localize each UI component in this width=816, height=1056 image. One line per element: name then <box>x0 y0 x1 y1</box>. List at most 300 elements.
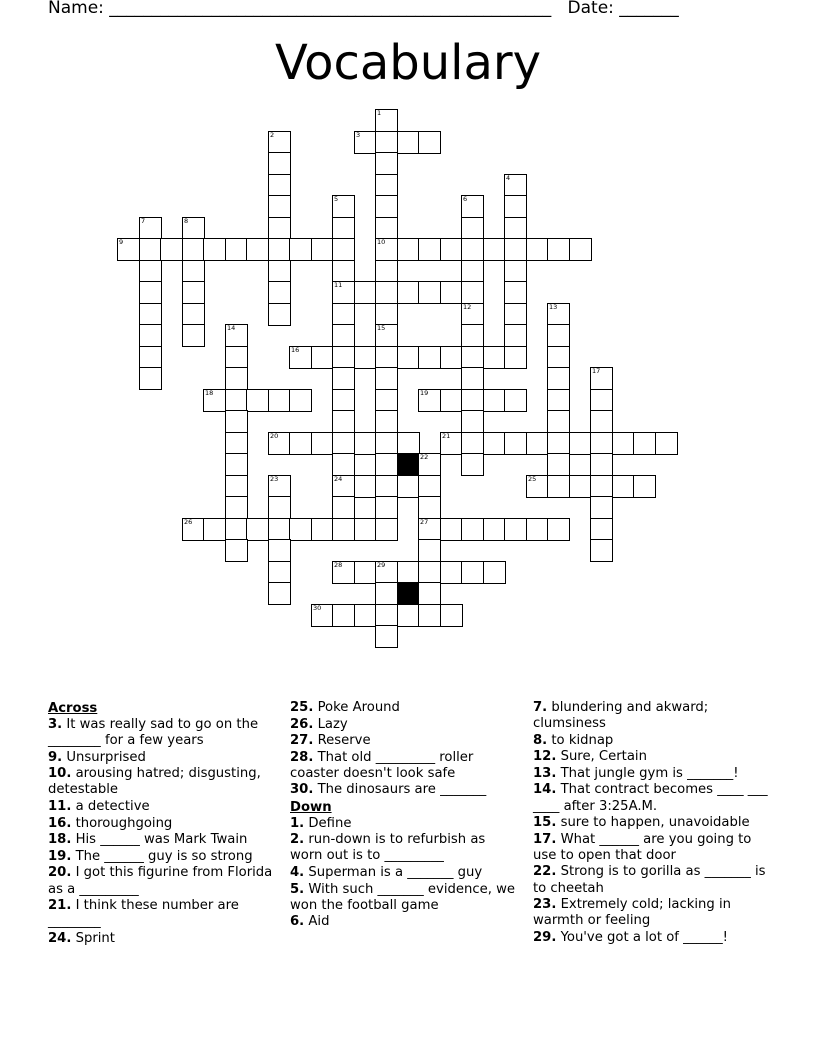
clue-number: 6. <box>290 914 305 930</box>
crossword-cell[interactable] <box>504 281 527 304</box>
clue-text: His ______ was Mark Twain <box>75 832 248 848</box>
crossword-cell[interactable] <box>483 432 506 455</box>
clue-number: 12. <box>533 749 557 765</box>
clue-item <box>533 766 769 782</box>
clue-item <box>48 750 276 766</box>
clue-number: 3. <box>48 717 63 733</box>
crossword-cell[interactable] <box>547 238 570 261</box>
crossword-cell[interactable] <box>397 346 420 369</box>
clue-number: 9 <box>119 238 124 246</box>
crossword-cell[interactable] <box>612 475 635 498</box>
clue-number: 23. <box>533 897 557 913</box>
crossword-cell[interactable] <box>418 539 441 562</box>
crossword-cell[interactable] <box>418 518 441 541</box>
crossword-cell[interactable] <box>504 432 527 455</box>
clue-number: 1. <box>290 815 305 831</box>
crossword-cell[interactable] <box>483 561 506 584</box>
crossword-cell[interactable] <box>440 561 463 584</box>
crossword-cell[interactable] <box>504 389 527 412</box>
crossword-cell[interactable] <box>547 324 570 347</box>
clue-number: 25. <box>290 700 314 715</box>
crossword-cell[interactable] <box>375 496 398 519</box>
crossword-cell[interactable] <box>440 518 463 541</box>
clue-text: to kidnap <box>551 732 614 748</box>
clue-item <box>533 700 769 732</box>
crossword-cell[interactable] <box>139 217 162 240</box>
crossword-cell[interactable] <box>332 195 355 218</box>
crossword-cell[interactable] <box>504 518 527 541</box>
crossword-cell[interactable] <box>225 453 248 476</box>
crossword-cell[interactable] <box>225 432 248 455</box>
crossword-cell[interactable] <box>461 324 484 347</box>
clue-item <box>48 717 276 749</box>
crossword-cell[interactable] <box>375 324 398 347</box>
clue-item <box>290 750 518 782</box>
crossword-cell[interactable] <box>311 604 334 627</box>
clue-number: 9. <box>48 749 63 765</box>
crossword-cell[interactable] <box>182 238 205 261</box>
crossword-cell[interactable] <box>182 217 205 240</box>
crossword-cell[interactable] <box>440 604 463 627</box>
crossword-cell[interactable] <box>418 131 441 154</box>
clue-text: run-down is to refurbish as worn out is to _________ <box>290 832 486 864</box>
across-heading: Across <box>48 701 98 716</box>
crossword-cell[interactable] <box>375 367 398 390</box>
crossword-cell[interactable] <box>246 238 269 261</box>
crossword-cell[interactable] <box>182 281 205 304</box>
crossword-cell[interactable] <box>268 518 291 541</box>
crossword-cell[interactable] <box>504 238 527 261</box>
crossword-cell[interactable] <box>418 604 441 627</box>
clue-number: 10 <box>377 238 386 246</box>
down-heading: Down <box>290 799 332 815</box>
crossword-cell[interactable] <box>397 475 420 498</box>
crossword-cell[interactable] <box>225 324 248 347</box>
crossword-cell[interactable] <box>225 539 248 562</box>
crossword-cell[interactable] <box>332 217 355 240</box>
crossword-cell[interactable] <box>289 389 312 412</box>
crossword-cell[interactable] <box>461 432 484 455</box>
crossword-cell[interactable] <box>440 389 463 412</box>
clue-item <box>48 766 276 798</box>
crossword-cell[interactable] <box>461 367 484 390</box>
clue-number: 17. <box>533 831 557 847</box>
crossword-cell[interactable] <box>440 346 463 369</box>
crossword-cell[interactable] <box>483 346 506 369</box>
clue-item <box>290 700 518 716</box>
clue-number: 27 <box>420 518 429 526</box>
crossword-cell[interactable] <box>397 281 420 304</box>
crossword-cell[interactable] <box>375 475 398 498</box>
crossword-cell[interactable] <box>311 346 334 369</box>
clue-text: The dinosaurs are _______ <box>317 782 487 798</box>
crossword-cell[interactable] <box>332 260 355 283</box>
clue-text: Sprint <box>75 930 115 946</box>
crossword-cell[interactable] <box>268 389 291 412</box>
clue-text: Lazy <box>317 716 348 732</box>
crossword-cell[interactable] <box>547 475 570 498</box>
crossword-cell[interactable] <box>289 346 312 369</box>
crossword-cell[interactable] <box>655 432 678 455</box>
crossword-cell[interactable] <box>268 238 291 261</box>
crossword-cell[interactable] <box>590 367 613 390</box>
crossword-cell[interactable] <box>418 281 441 304</box>
crossword-cell[interactable] <box>268 260 291 283</box>
crossword-cell[interactable] <box>375 281 398 304</box>
clue-number: 21 <box>442 432 451 440</box>
crossword-cell[interactable] <box>332 561 355 584</box>
clue-number: 30. <box>290 782 314 798</box>
crossword-cell[interactable] <box>332 303 355 326</box>
clue-number: 13. <box>533 765 557 781</box>
crossword-cell[interactable] <box>397 604 420 627</box>
crossword-cell[interactable] <box>418 496 441 519</box>
crossword-cell[interactable] <box>504 195 527 218</box>
crossword-cell[interactable] <box>354 604 377 627</box>
clue-number: 1 <box>377 109 382 117</box>
clue-text: That old _________ roller coaster doesn't look safe <box>290 749 474 781</box>
crossword-cell[interactable] <box>440 238 463 261</box>
clue-text: Aid <box>308 914 330 930</box>
clue-number: 29. <box>533 929 557 945</box>
clue-text: I think these number are ________ <box>48 898 239 930</box>
crossword-cell[interactable] <box>139 303 162 326</box>
crossword-cell[interactable] <box>612 432 635 455</box>
crossword-cell[interactable] <box>311 518 334 541</box>
crossword-cell[interactable] <box>483 238 506 261</box>
crossword-cell[interactable] <box>461 303 484 326</box>
crossword-cell[interactable] <box>590 432 613 455</box>
crossword-cell[interactable] <box>246 518 269 541</box>
crossword-cell[interactable] <box>332 281 355 304</box>
crossword-cell[interactable] <box>375 174 398 197</box>
clue-number: 26. <box>290 716 314 732</box>
crossword-cell[interactable] <box>375 346 398 369</box>
crossword-cell[interactable] <box>590 389 613 412</box>
crossword-cell[interactable] <box>289 432 312 455</box>
crossword-cell[interactable] <box>375 217 398 240</box>
crossword-cell[interactable] <box>461 281 484 304</box>
crossword-cell[interactable] <box>160 238 183 261</box>
crossword-cell[interactable] <box>354 346 377 369</box>
clue-item <box>290 733 518 749</box>
crossword-cell[interactable] <box>504 174 527 197</box>
name-label: Name: <box>48 0 104 18</box>
clue-text: Poke Around <box>317 700 400 715</box>
clue-number: 22 <box>420 453 429 461</box>
clue-text: Define <box>308 815 352 831</box>
crossword-cell[interactable] <box>203 238 226 261</box>
clue-text: Reserve <box>317 733 371 749</box>
page-title: Vocabulary <box>274 35 542 91</box>
crossword-cell[interactable] <box>375 195 398 218</box>
crossword-cell[interactable] <box>504 324 527 347</box>
clue-number: 4. <box>290 864 305 880</box>
crossword-cell[interactable] <box>332 238 355 261</box>
crossword-cell[interactable] <box>182 303 205 326</box>
clue-number: 30 <box>313 604 322 612</box>
crossword-cell[interactable] <box>332 389 355 412</box>
crossword-cell[interactable] <box>375 561 398 584</box>
crossword-cell[interactable] <box>332 496 355 519</box>
clue-item <box>290 816 518 832</box>
crossword-cell[interactable] <box>332 453 355 476</box>
clue-item <box>533 749 769 765</box>
clue-item <box>290 832 518 864</box>
crossword-cell[interactable] <box>375 389 398 412</box>
crossword-cell[interactable] <box>225 518 248 541</box>
crossword-cell[interactable] <box>590 518 613 541</box>
crossword-cell[interactable] <box>354 561 377 584</box>
crossword-cell[interactable] <box>590 410 613 433</box>
crossword-cell[interactable] <box>590 475 613 498</box>
crossword-cell[interactable] <box>461 238 484 261</box>
crossword-cell[interactable] <box>268 131 291 154</box>
crossword-cell[interactable] <box>590 453 613 476</box>
crossword-cell[interactable] <box>526 475 549 498</box>
date-field[interactable]: _______ <box>619 0 679 18</box>
crossword-cell[interactable] <box>268 582 291 605</box>
clue-number: 25 <box>528 475 537 483</box>
crossword-cell[interactable] <box>547 367 570 390</box>
crossword-cell[interactable] <box>461 410 484 433</box>
crossword-cell[interactable] <box>526 432 549 455</box>
crossword-cell[interactable] <box>268 281 291 304</box>
clue-item <box>533 815 769 831</box>
crossword-cell[interactable] <box>547 346 570 369</box>
clue-number: 4 <box>506 174 511 182</box>
crossword-cell[interactable] <box>311 238 334 261</box>
crossword-cell[interactable] <box>332 518 355 541</box>
clue-number: 11 <box>334 281 343 289</box>
crossword-cell[interactable] <box>547 303 570 326</box>
clue-item <box>290 865 518 881</box>
clue-text: Strong is to gorilla as _______ is to cheetah <box>533 864 766 896</box>
clue-number: 16. <box>48 815 72 831</box>
clue-item <box>533 930 769 946</box>
black-square <box>397 582 420 605</box>
crossword-cell[interactable] <box>547 410 570 433</box>
clue-number: 16 <box>291 346 300 354</box>
crossword-cell[interactable] <box>225 475 248 498</box>
crossword-cell[interactable] <box>375 152 398 175</box>
crossword-cell[interactable] <box>246 389 269 412</box>
crossword-cell[interactable] <box>268 539 291 562</box>
crossword-cell[interactable] <box>504 217 527 240</box>
clue-number: 14. <box>533 782 557 798</box>
crossword-cell[interactable] <box>268 303 291 326</box>
clue-column-2 <box>290 700 518 931</box>
crossword-cell[interactable] <box>590 496 613 519</box>
crossword-cell[interactable] <box>483 389 506 412</box>
crossword-cell[interactable] <box>375 625 398 648</box>
crossword-cell[interactable] <box>461 453 484 476</box>
crossword-cell[interactable] <box>547 389 570 412</box>
clue-number: 17 <box>592 367 601 375</box>
clue-number: 6 <box>463 195 468 203</box>
crossword-cell[interactable] <box>332 367 355 390</box>
clue-number: 8. <box>533 732 548 748</box>
crossword-cell[interactable] <box>569 475 592 498</box>
crossword-cell[interactable] <box>547 453 570 476</box>
crossword-cell[interactable] <box>418 561 441 584</box>
crossword-cell[interactable] <box>203 518 226 541</box>
clue-number: 24. <box>48 930 72 946</box>
crossword-cell[interactable] <box>268 496 291 519</box>
crossword-cell[interactable] <box>375 131 398 154</box>
clue-number: 20. <box>48 865 72 881</box>
crossword-cell[interactable] <box>375 410 398 433</box>
crossword-cell[interactable] <box>354 518 377 541</box>
crossword-cell[interactable] <box>375 582 398 605</box>
clue-text: Extremely cold; lacking in warmth or feeling <box>533 897 731 929</box>
clue-text: Sure, Certain <box>560 749 647 765</box>
crossword-cell[interactable] <box>311 432 334 455</box>
crossword-cell[interactable] <box>418 389 441 412</box>
crossword-cell[interactable] <box>547 518 570 541</box>
clue-number: 23 <box>270 475 279 483</box>
clue-column-1 <box>48 700 276 947</box>
crossword-cell[interactable] <box>268 152 291 175</box>
crossword-cell[interactable] <box>203 389 226 412</box>
crossword-cell[interactable] <box>268 174 291 197</box>
crossword-cell[interactable] <box>139 346 162 369</box>
crossword-cell[interactable] <box>375 453 398 476</box>
crossword-cell[interactable] <box>418 475 441 498</box>
clue-number: 20 <box>270 432 279 440</box>
crossword-cell[interactable] <box>569 238 592 261</box>
clue-text: sure to happen, unavoidable <box>560 815 750 831</box>
crossword-cell[interactable] <box>182 260 205 283</box>
clue-number: 14 <box>227 324 236 332</box>
clue-item <box>48 898 276 930</box>
crossword-cell[interactable] <box>504 346 527 369</box>
crossword-cell[interactable] <box>375 604 398 627</box>
clue-item <box>290 914 518 930</box>
crossword-cell[interactable] <box>139 324 162 347</box>
crossword-cell[interactable] <box>375 303 398 326</box>
clue-number: 18. <box>48 832 72 848</box>
crossword-cell[interactable] <box>117 238 140 261</box>
clue-number: 13 <box>549 303 558 311</box>
crossword-cell[interactable] <box>461 561 484 584</box>
crossword-cell[interactable] <box>268 432 291 455</box>
crossword-cell[interactable] <box>268 561 291 584</box>
crossword-cell[interactable] <box>225 410 248 433</box>
crossword-cell[interactable] <box>461 195 484 218</box>
crossword-cell[interactable] <box>418 582 441 605</box>
clue-number: 2 <box>270 131 275 139</box>
crossword-cell[interactable] <box>375 432 398 455</box>
crossword-cell[interactable] <box>633 475 656 498</box>
crossword-cell[interactable] <box>332 475 355 498</box>
clue-number: 28. <box>290 749 314 765</box>
crossword-cell[interactable] <box>633 432 656 455</box>
crossword-cell[interactable] <box>418 238 441 261</box>
crossword-cell[interactable] <box>526 238 549 261</box>
crossword-cell[interactable] <box>332 604 355 627</box>
clue-number: 15 <box>377 324 386 332</box>
crossword-cell[interactable] <box>461 217 484 240</box>
crossword-cell[interactable] <box>354 432 377 455</box>
crossword-cell[interactable] <box>461 260 484 283</box>
crossword-cell[interactable] <box>139 367 162 390</box>
crossword-cell[interactable] <box>354 281 377 304</box>
crossword-cell[interactable] <box>375 109 398 132</box>
clue-text: What ______ are you going to use to open that door <box>533 831 752 863</box>
crossword-cell[interactable] <box>182 324 205 347</box>
crossword-cell[interactable] <box>268 217 291 240</box>
crossword-cell[interactable] <box>418 453 441 476</box>
crossword-cell[interactable] <box>547 432 570 455</box>
name-field[interactable]: ____________________________________________________ <box>109 0 552 18</box>
crossword-cell[interactable] <box>332 432 355 455</box>
crossword-cell[interactable] <box>182 518 205 541</box>
crossword-cell[interactable] <box>139 260 162 283</box>
clue-number: 19. <box>48 848 72 864</box>
clue-item <box>533 733 769 749</box>
crossword-cell[interactable] <box>375 518 398 541</box>
crossword-cell[interactable] <box>225 367 248 390</box>
crossword-cell[interactable] <box>440 432 463 455</box>
crossword-cell[interactable] <box>225 346 248 369</box>
crossword-cell[interactable] <box>225 496 248 519</box>
clue-item <box>533 897 769 929</box>
crossword-cell[interactable] <box>569 432 592 455</box>
clue-item <box>290 882 518 914</box>
clue-item <box>533 832 769 864</box>
crossword-cell[interactable] <box>289 518 312 541</box>
crossword-cell[interactable] <box>332 346 355 369</box>
crossword-cell[interactable] <box>268 475 291 498</box>
crossword-cell[interactable] <box>397 561 420 584</box>
crossword-cell[interactable] <box>440 281 463 304</box>
crossword-cell[interactable] <box>418 346 441 369</box>
crossword-cell[interactable] <box>397 238 420 261</box>
crossword-cell[interactable] <box>397 131 420 154</box>
black-square <box>397 453 420 476</box>
crossword-cell[interactable] <box>397 432 420 455</box>
crossword-cell[interactable] <box>332 324 355 347</box>
crossword-cell[interactable] <box>526 518 549 541</box>
clue-item <box>48 799 276 815</box>
clue-text: The ______ guy is so strong <box>75 848 253 864</box>
crossword-cell[interactable] <box>139 238 162 261</box>
crossword-cell[interactable] <box>289 238 312 261</box>
crossword-cell[interactable] <box>590 539 613 562</box>
clue-number: 8 <box>184 217 189 225</box>
crossword-cell[interactable] <box>225 238 248 261</box>
crossword-cell[interactable] <box>461 346 484 369</box>
clue-number: 3 <box>356 131 361 139</box>
crossword-cell[interactable] <box>375 238 398 261</box>
crossword-cell[interactable] <box>354 475 377 498</box>
crossword-cell[interactable] <box>461 389 484 412</box>
crossword-cell[interactable] <box>354 131 377 154</box>
crossword-cell[interactable] <box>139 281 162 304</box>
crossword-cell[interactable] <box>504 260 527 283</box>
clue-number: 22. <box>533 864 557 880</box>
clue-number: 12 <box>463 303 472 311</box>
crossword-cell[interactable] <box>375 260 398 283</box>
crossword-cell[interactable] <box>332 410 355 433</box>
crossword-cell[interactable] <box>461 518 484 541</box>
crossword-cell[interactable] <box>504 303 527 326</box>
crossword-cell[interactable] <box>483 518 506 541</box>
crossword-cell[interactable] <box>225 389 248 412</box>
crossword-cell[interactable] <box>268 195 291 218</box>
clue-text: I got this figurine from Florida as a _________ <box>48 865 273 897</box>
